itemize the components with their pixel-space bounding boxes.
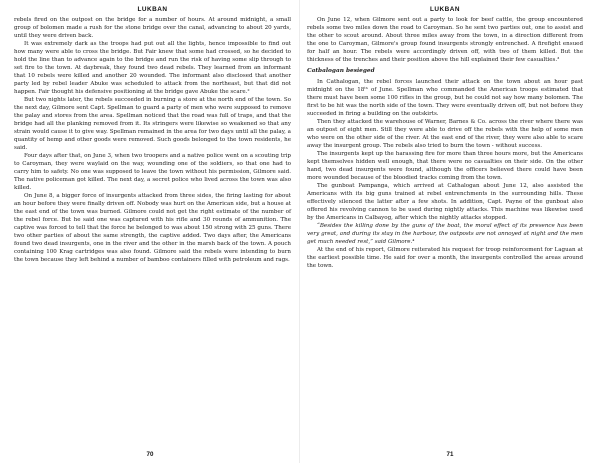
right-page: [300, 0, 600, 463]
paragraph: On June 8, a bigger force of insurgents attacked from three sides, the firing lasting for about an hour before they were finally driven off. Nobody was hurt on the American side, but a house at the east end of the town was burned. Gilmore could not get the right estimate of the number of the rebel force. But he said one was captured with his rifle and 30 rounds of ammunition. The captive was forced to tell that the force he belonged to was about 150 strong with 25 guns. There two other parties of about the same strength, the captive added. Two days after, the Americans found two dead insurgents, one in the river and the other in the marsh back of the town. A pouch containing 100 Krag cartridges was also found. Gilmore said the rebels were intending to burn the town because they left behind a number of bamboo containers filled with petroleum and rags.: [14, 193, 291, 263]
paragraph: At the end of his report, Gilmore reiterated his request for troop reinforcement for Laguan at the earliest possible time. He said for over a month, the insurgents controlled the areas around the town.: [307, 247, 583, 269]
paragraph: It was extremely dark as the troops had put out all the lights, hence impossible to find out how many were able to cross the bridge. But Fair knew that some had crossed, so he decided to hold the line than to advance again to the bridge and run the risk of having some slip through to set fire to the town. At daybreak, they found two dead rebels. They learned from an informant that 10 rebels were killed and another 20 wounded. The informant also disclosed that another party led by rebel leader Abuke was scheduled to attack from the northeast, but that did not happen. Fair thought his defensive positioning at the bridge gave Abuke the scare.²: [14, 41, 291, 95]
paragraph: rebels fired on the outpost on the bridge for a number of hours. At around midnight, a small group of bolomen made a rush for the stone bridge over the canal, advancing to about 20 yards, until they were driven back.: [14, 17, 291, 39]
paragraph: In Cathalogan, the rebel forces launched their attack on the town about an hour past midnight on the 18ᵗʰ of June. Spellman who commanded the American troops estimated that there must have been some 100 rifles in the group, but he could not say how many bolomen. The first to be hit was the north side of the town. They were eventually driven off, but not before they succeeded in firing a building on the outskirts.: [307, 79, 583, 117]
left-page-body: [14, 16, 291, 264]
running-head-right: LUKBAN: [430, 6, 460, 13]
paragraph: The insurgents kept up the harassing fire for more than three hours more, but the Americans kept themselves hidden well enough, that there were no casualties on their side. On the other hand, two dead insurgents were found, although the officers believed there could have been more wounded because of the bloodied tracks coming from the town.: [307, 151, 583, 181]
block-quote: “Besides the killing done by the guns of the boat, the moral effect of its presence has been very great, and during its stay in the harbour, the outposts are not annoyed at night and the men get much needed rest,” said Gilmore.⁴: [307, 223, 583, 245]
paragraph: The gunboat Pampanga, which arrived at Cathalogan about June 12, also assisted the Americans with its big guns trained at rebel entrenchments in the surrounding hills. These effectively silenced the latter after a few shots. In addition, Capt. Payne of the gunboat also offered his revolving cannon to be used during nightly attacks. This machine was likewise used by the Americans in Calbayog, after which the nightly attacks stopped.: [307, 183, 583, 221]
paragraph: Then they attacked the warehouse of Warner, Barnes & Co. across the river where there was an outpost of eight men. Still they were able to drive off the rebels with the help of some men who were on the other side of the river. At the east end of the river, they were also able to scare away the insurgent group. The rebels also tried to burn the town - without success.: [307, 119, 583, 149]
section-subheading: Catbalogan besieged: [307, 68, 375, 74]
paragraph: But two nights later, the rebels succeeded in burning a store at the north end of the town. So the next day, Gilmore sent Capt. Spellman to guard a party of men who were supposed to remove the palay and stores from the area. Spellman noticed that the road was full of traps, and that the bridge had all the planking removed from it. Its stringers were likewise so weakened so that any strain would cause it to give way. Spellman remained in the area for two days until all the palay, a quantity of hemp and other goods were removed. Such goods belonged to the town residents, he said.: [14, 97, 291, 151]
paragraph: Four days after that, on June 3, when two troopers and a native police went on a scouting trip to Caroyman, they were waylaid on the way, wounding one of the soldiers, so that one had to carry him to safety. No one was supposed to leave the town without his permission, Gilmore said. The native policeman got killed. The next day, a secret police who lived across the town was also killed.: [14, 153, 291, 191]
page-number-left: 70: [146, 451, 154, 458]
paragraph: On June 12, when Gilmore sent out a party to look for beef cattle, the group encountered rebels some two miles down the road to Caroyman. So he sent two parties out, one to assist and the other to scout around. About three miles away from the town, in a direction different from the one to Caroyman, Gilmore's group found insurgents strongly entrenched. A firefight ensued for half an hour. The rebels were accordingly driven off, with two of them killed. But the thickness of the trenches and their position above the hill explained their few casualties.³: [307, 17, 583, 63]
page-number-right: 71: [446, 451, 454, 458]
right-page-body: [307, 16, 583, 270]
running-head-left: LUKBAN: [137, 6, 168, 13]
